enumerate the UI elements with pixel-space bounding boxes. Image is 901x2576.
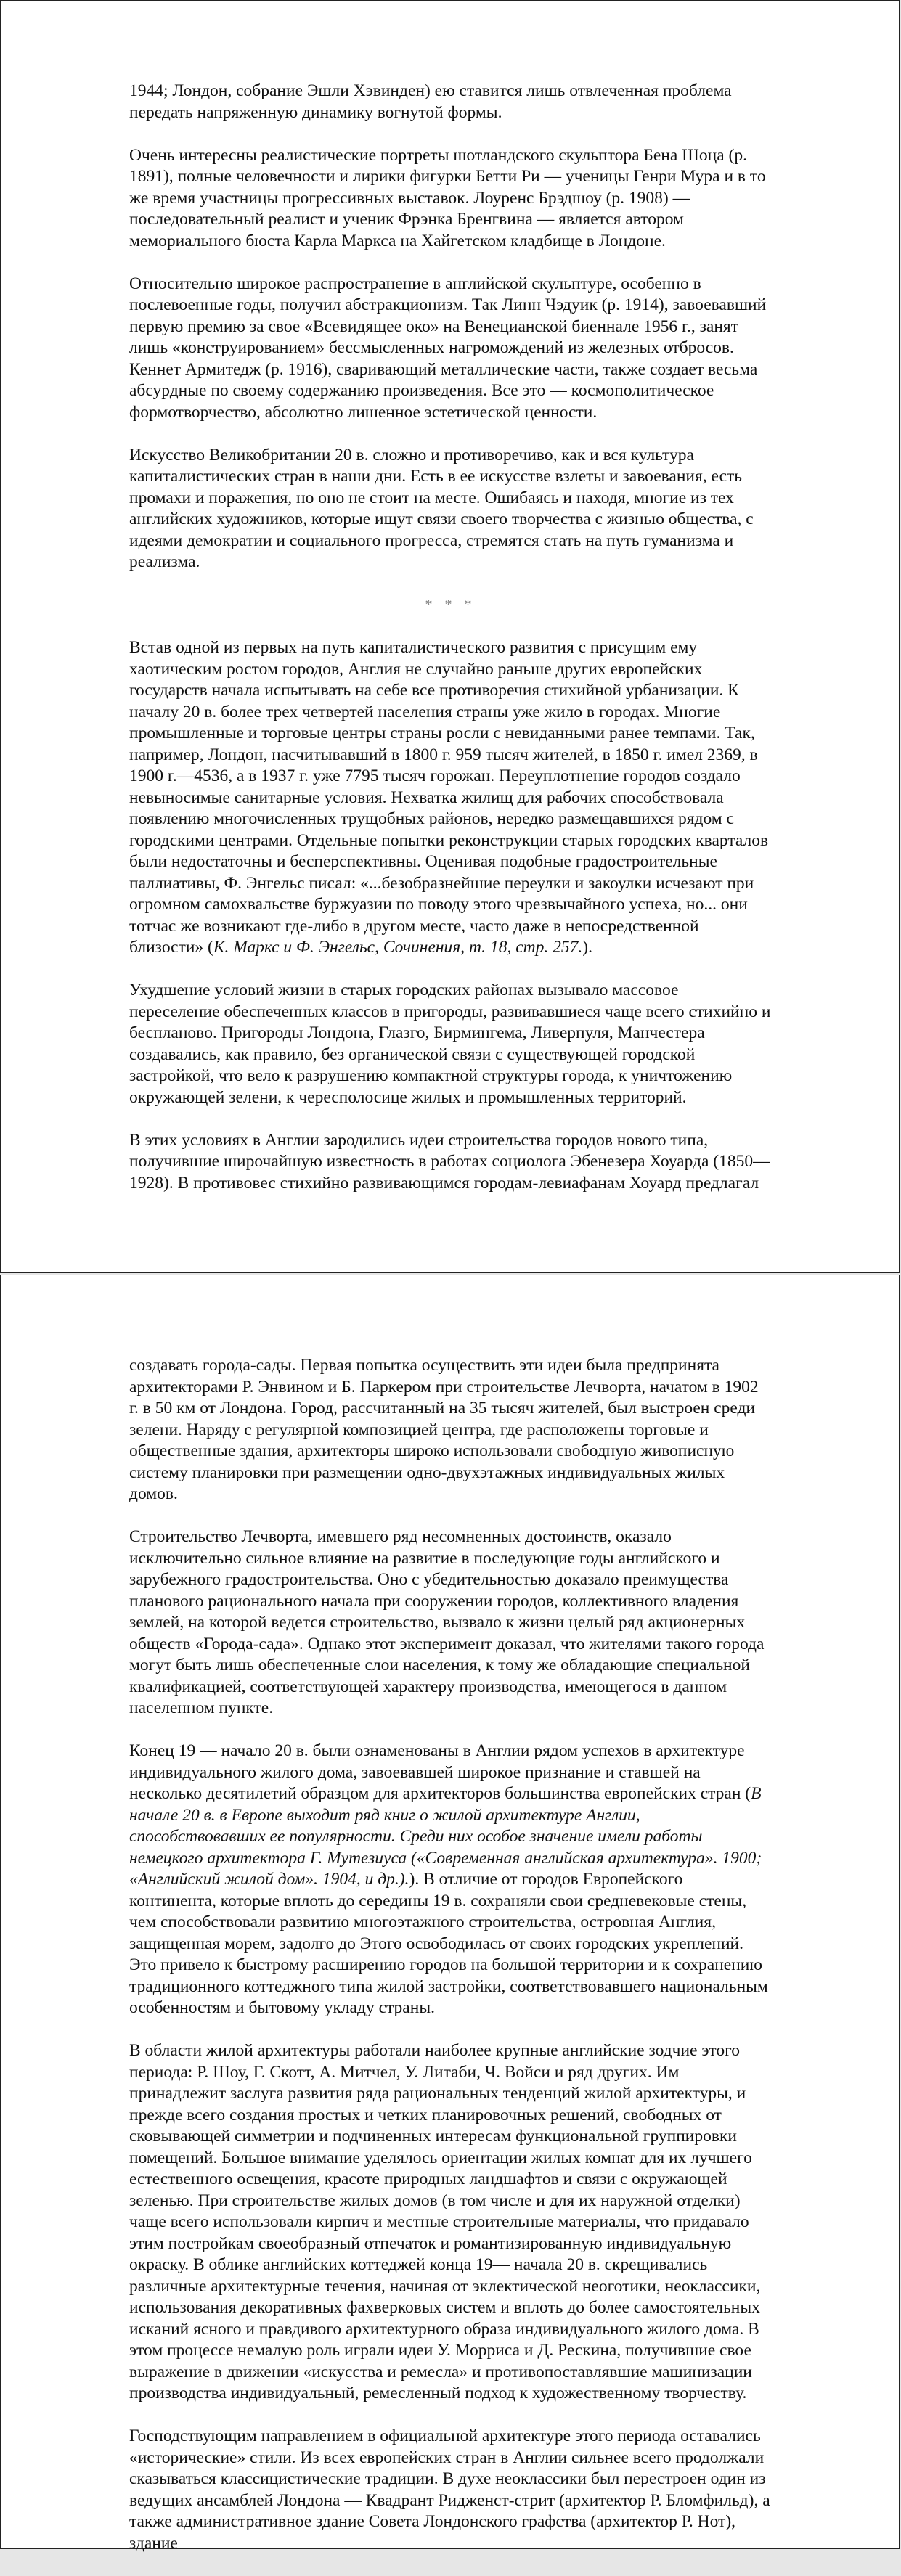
paragraph-text: ).: [582, 938, 592, 957]
footnote-inline: В начале 20 в. в Европе выходит ряд книг о жилой архитектуре Англии, способствовавших ее популярности. Среди них особое значение имели работы немецкого архитектора Г. Мутезиуса («Современная английская архитектура». 1900; «Английский жилой дом». 1904, и др.).: [129, 1784, 762, 1889]
paragraph: Относительно широкое распространение в английской скульптуре, особенно в послевоенные годы, получил абстракционизм. Так Линн Чэдуик (р. 1914), завоевавший первую премию за свое «Всевидящее око» на Венецианской биеннале 1956 г., занят лишь «конструированием» бессмысленных нагромождений из железных отбросов. Кеннет Армитедж (р. 1916), сваривающий металлические части, также создает весьма абсурдные по своему содержанию произведения. Все это — космополитическое формотворчество, абсолютно лишенное эстетической ценности.: [129, 274, 767, 422]
paragraph: Очень интересны реалистические портреты шотландского скульптора Бена Шоца (р. 1891), полные человечности и лирики фигурки Бетти Ри — ученицы Генри Мура и в то же время участницы прогрессивных выставок. Лоуренс Брэдшоу (р. 1908) — последовательный реалист и ученик Фрэнка Бренгвина — является автором мемориального бюста Карла Маркса на Хайгетском кладбище в Лондоне.: [129, 145, 766, 250]
paragraph: Господствующим направлением в официальной архитектуре этого периода оставались «исторические» стили. Из всех европейских стран в Англии сильнее всего продолжали сказываться классицистические традиции. В духе неоклассики был перестроен один из ведущих ансамблей Лондона — Квадрант Ридженст-стрит (архитектор Р. Бломфильд), а также административное здание Совета Лондонского графства (архитектор Р. Нот), здание: [129, 2426, 770, 2553]
page-1: [0, 0, 900, 1273]
paragraph-text: Встав одной из первых на путь капиталистического развития с присущим ему хаотическим ростом городов, Англия не случайно раньше других европейских государств начала испытывать на себе все противоречия стихийной урбанизации. К началу 20 в. более трех четвертей населения страны уже жило в городах. Многие промышленные и торговые центры страны росли с невиданными ранее темпами. Так, например, Лондон, насчитывавший в 1800 г. 959 тысяч жителей, в 1850 г. имел 2369, в 1900 г.—4536, а в 1937 г. уже 7795 тысяч горожан. Переуплотнение городов создало невыносимые санитарные условия. Нехватка жилищ для рабочих способствовала появлению многочисленных трущобных районов, нередко размещавшихся рядом с городскими центрами. Отдельные попытки реконструкции старых городских кварталов были недостаточны и бесперспективны. Оценивая подобные градостроительные паллиативы, Ф. Энгельс писал: «...безобразнейшие переулки и закоулки исчезают при огромном самохвальстве буржуазии по поводу этого чрезвычайного успеха, но... они тотчас же возникают где-либо в другом месте, часто даже в непосредственной близости» (: [129, 638, 769, 957]
paragraph: Ухудшение условий жизни в старых городских районах вызывало массовое переселение обеспеченных классов в пригороды, развивавшиеся чаще всего стихийно и бесплановo. Пригороды Лондона, Глазго, Бирмингема, Ливерпуля, Манчестера создавались, как правило, без органической связи с существующей городской застройкой, что вело к разрушению компактной структуры города, к уничтожению окружающей зелени, к чересполосице жилых и промышленных территорий.: [129, 981, 771, 1107]
paragraph: [129, 637, 772, 959]
paragraph: Искусство Великобритании 20 в. сложно и противоречиво, как и вся культура капиталистических стран в наши дни. Есть в ее искусстве взлеты и завоевания, есть промахи и поражения, но оно не стоит на месте. Ошибаясь и находя, многие из тех английских художников, которые ищут связи своего творчества с жизнью общества, с идеями демократии и социального прогресса, стремятся стать на путь гуманизма и реализма.: [129, 445, 754, 571]
page-1-text: [129, 81, 772, 1216]
page-2: [0, 1275, 900, 2553]
paragraph-text: Конец 19 — начало 20 в. были ознаменованы в Англии рядом успехов в архитектуре индивидуального жилого дома, завоевавшей широкое признание и ставшей на несколько десятилетий образцом для архитекторов большинства европейских стран (: [129, 1741, 751, 1803]
paragraph: В области жилой архитектуры работали наиболее крупные английские зодчие этого периода: Р. Шоу, Г. Скотт, А. Митчел, У. Литаби, Ч. Войси и ряд других. Им принадлежит заслуга развития ряда рациональных тенденций жилой архитектуры, и прежде всего создания простых и четких планировочных решений, свободных от сковывающей симметрии и подчиненных интересам функциональной группировки помещений. Большое внимание уделялось ориентации жилых комнат для их лучшего естественного освещения, красоте природных ландшафтов и связи с окружающей зеленью. При строительстве жилых домов (в том числе и для их наружной отделки) чаще всего использовали кирпич и местные строительные материалы, что придавало этим постройкам своеобразный отпечаток и романтизированную индивидуальную окраску. В облике английских коттеджей конца 19— начала 20 в. скрещивались различные архитектурные течения, начиная от эклектической неоготики, неоклассики, использования декоративных фахверковых систем и вплоть до более самостоятельных исканий ясного и правдивого архитектурного образа индивидуального жилого дома. В этом процессе немалую роль играли идеи У. Морриса и Д. Рескина, получившие свое выражение в движении «искусства и ремесла» и противопоставлявшие машинизации производства индивидуальный, ремесленный подход к художественному творчеству.: [129, 2041, 761, 2403]
paragraph: создавать города-сады. Первая попытка осуществить эти идеи была предпринята архитекторами Р. Энвином и Б. Паркером при строительстве Лечворта, начатом в 1902 г. в 50 км от Лондона. Город, рассчитанный на 35 тысяч жителей, был выстроен среди зелени. Наряду с регулярной композицией центра, где расположены торговые и общественные здания, архитекторы широко использовали свободную живописную систему планировки при размещении одно-двухэтажных индивидуальных жилых домов.: [129, 1356, 759, 1503]
paragraph: 1944; Лондон, собрание Эшли Хэвинден) ею ставится лишь отвлеченная проблема передать напряженную динамику вогнутой формы.: [129, 81, 732, 122]
paragraph: [129, 1741, 772, 2019]
citation: К. Маркс и Ф. Энгельс, Сочинения, т. 18, стр. 257.: [213, 938, 583, 957]
paragraph-text: ). В отличие от городов Европейского континента, которые вплоть до середины 19 в. сохраняли свои средневековые стены, чем способствовали развитию многоэтажного строительства, островная Англия, защищенная морем, задолго до Этого освободилась от своих городских укреплений. Это привело к быстрому расширению городов на большой территории и к сохранению традиционного коттеджного типа жилой застройки, соответствовавшего национальным особенностям и бытовому укладу страны.: [129, 1870, 768, 2017]
section-separator: * * *: [425, 597, 476, 613]
paragraph: Строительство Лечворта, имевшего ряд несомненных достоинств, оказало исключительно сильное влияние на развитие в последующие годы английского и зарубежного градостроительства. Оно с убедительностью доказало преимущества планового рационального начала при сооружении городов, коллективного владения землей, на которой ведется строительство, вызвало к жизни целый ряд акционерных обществ «Города-сада». Однако этот эксперимент доказал, что жителями такого города могут быть лишь обеспеченные слои населения, к тому же обладающие специальной квалификацией, соответствующей характеру производства, имеющегося в данном населенном пункте.: [129, 1527, 765, 1717]
page-2-text: [129, 1355, 772, 2576]
paragraph: В этих условиях в Англии зародились идеи строительства городов нового типа, получившие широчайшую известность в работах социолога Эбенезера Хоуарда (1850—1928). В противовес стихийно развивающимся городам-левиафанам Хоуард предлагал: [129, 1130, 770, 1193]
